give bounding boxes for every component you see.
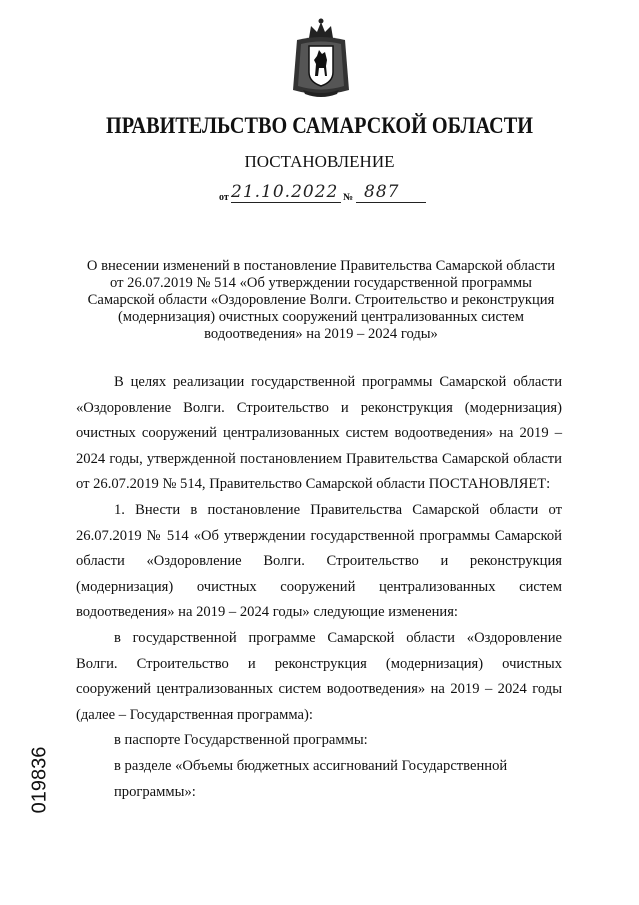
subject-line: Самарской области «Оздоровление Волги. Строительство и реконструкция — [87, 292, 555, 308]
government-title: ПРАВИТЕЛЬСТВО САМАРСКОЙ ОБЛАСТИ — [106, 113, 533, 139]
margin-stamp — [5, 745, 75, 815]
document-type: ПОСТАНОВЛЕНИЕ — [244, 152, 395, 171]
body-paragraph: в паспорте Государственной программы: — [114, 732, 368, 749]
subject-line: О внесении изменений в постановление Правительства Самарской области — [86, 258, 556, 274]
subject-line: (модернизация) очистных сооружений централизованных систем — [117, 309, 525, 325]
date-label: от — [219, 192, 229, 203]
body-paragraph: 1. Внести в постановление Правительства Самарской области от 26.07.2019 № 514 «Об утверждении государственной программы Самарской области «Оздоровление Волги. Строительство и реконструкция (модернизация) очистных сооружений централизованных систем водоотведения» на 2019 – 2024 годы» следующие изменения: — [76, 501, 562, 621]
document-body — [76, 370, 562, 805]
body-paragraph: программы»: — [114, 783, 196, 800]
margin-stamp-number: 019836 — [28, 746, 51, 814]
number-underline — [356, 202, 426, 203]
body-paragraph: в государственной программе Самарской области «Оздоровление Волги. Строительство и реконструкция (модернизация) очистных сооружений централизованных систем водоотведения» на 2019 – 2024 годы (далее – Государственная программа): — [76, 629, 562, 723]
date-value: 21.10.2022 — [231, 182, 339, 202]
subject-line: водоотведения» на 2019 – 2024 годы» — [204, 326, 438, 342]
date-underline — [231, 202, 341, 203]
body-paragraph: В целях реализации государственной программы Самарской области «Оздоровление Волги. Строительство и реконструкция (модернизация) очистных сооружений централизованных систем водоотведения» на 2019 – 2024 годы, утвержденной постановлением Правительства Самарской области от 26.07.2019 № 514, Правительство Самарской области ПОСТАНОВЛЯЕТ: — [76, 374, 562, 493]
date-number-line — [219, 182, 439, 206]
body-paragraph: в разделе «Объемы бюджетных ассигнований Государственной — [114, 757, 508, 774]
coat-of-arms-icon — [289, 16, 353, 100]
document-subject — [66, 258, 576, 343]
number-value: 887 — [364, 182, 400, 202]
subject-line: от 26.07.2019 № 514 «Об утверждении государственной программы — [110, 275, 532, 291]
number-label: № — [343, 192, 354, 203]
